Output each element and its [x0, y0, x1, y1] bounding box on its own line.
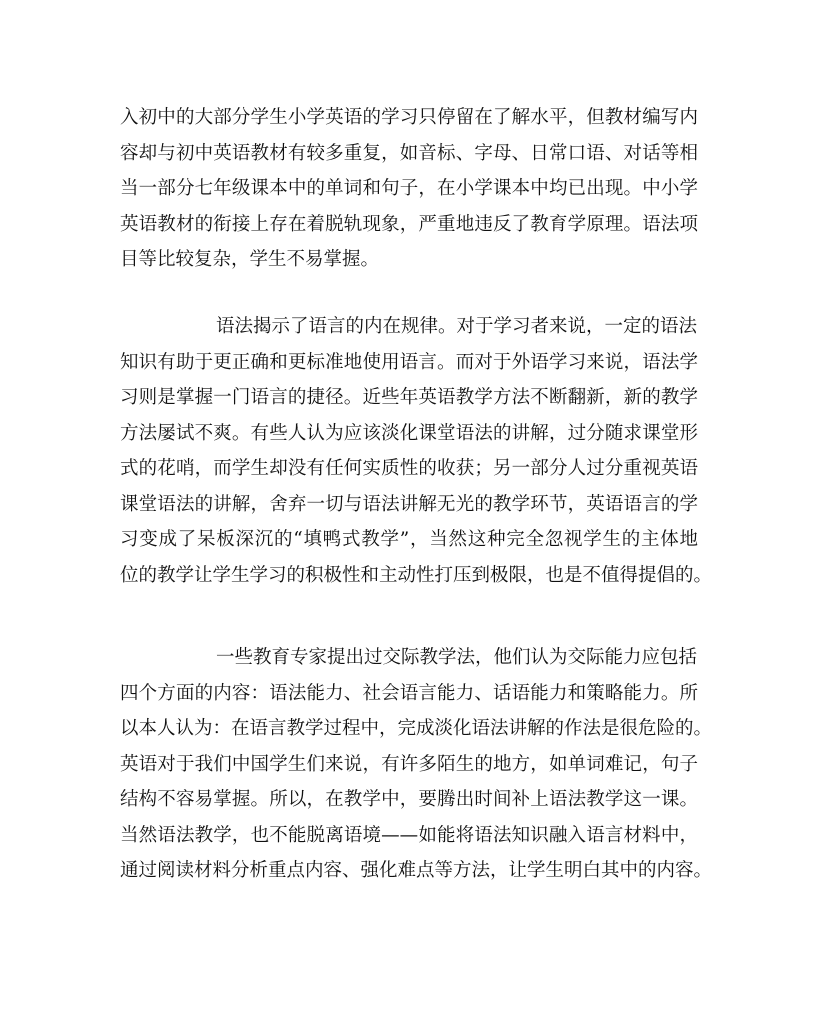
- text-line: 结构不容易掌握。所以，在教学中，要腾出时间补上语法教学这一课。: [120, 789, 698, 810]
- text-line: 课堂语法的讲解，舍弃一切与语法讲解无光的教学环节，英语语言的学: [120, 493, 698, 515]
- text-line: 英语对于我们中国学生们来说，有许多陌生的地方，如单词难记，句子: [120, 753, 698, 775]
- text-line: 英语教材的衔接上存在着脱轨现象，严重地违反了教育学原理。语法项: [120, 213, 698, 235]
- text-line: 目等比较复杂，学生不易掌握。: [120, 249, 380, 270]
- text-line: 方法屡试不爽。有些人认为应该淡化课堂语法的讲解，过分随求课堂形: [120, 422, 698, 444]
- text-line: 四个方面的内容：语法能力、社会语言能力、话语能力和策略能力。所: [120, 682, 698, 704]
- text-line: 式的花哨，而学生却没有任何实质性的收获；另一部分人过分重视英语: [120, 458, 698, 479]
- text-line: 入初中的大部分学生小学英语的学习只停留在了解水平，但教材编写内: [120, 107, 698, 128]
- paragraph-3: [120, 640, 713, 889]
- text-line: 语法揭示了语言的内在规律。对于学习者来说，一定的语法: [216, 316, 698, 337]
- text-line: 位的教学让学生学习的积极性和主动性打压到极限，也是不值得提倡的。: [120, 564, 713, 586]
- text-line: 习变成了呆板深沉的“填鸭式教学”，当然这种完全忽视学生的主体地: [120, 529, 698, 550]
- text-line: 当然语法教学，也不能脱离语境——如能将语法知识融入语言材料中，: [120, 824, 698, 846]
- text-line: 以本人认为：在语言教学过程中，完成淡化语法讲解的作法是很危险的。: [120, 718, 713, 739]
- text-line: 当一部分七年级课本中的单词和句子，在小学课本中均已出现。中小学: [120, 178, 698, 199]
- text-line: 习则是掌握一门语言的捷径。近些年英语教学方法不断翻新，新的教学: [120, 387, 698, 408]
- text-line: 知识有助于更正确和更标准地使用语言。而对于外语学习来说，语法学: [120, 351, 698, 373]
- text-line: 容却与初中英语教材有较多重复，如音标、字母、日常口语、对话等相: [120, 142, 698, 164]
- paragraph-1: [120, 100, 698, 278]
- text-line: 一些教育专家提出过交际教学法，他们认为交际能力应包括: [216, 647, 698, 668]
- paragraph-2: [120, 309, 713, 593]
- text-line: 通过阅读材料分析重点内容、强化难点等方法，让学生明白其中的内容。: [120, 860, 713, 881]
